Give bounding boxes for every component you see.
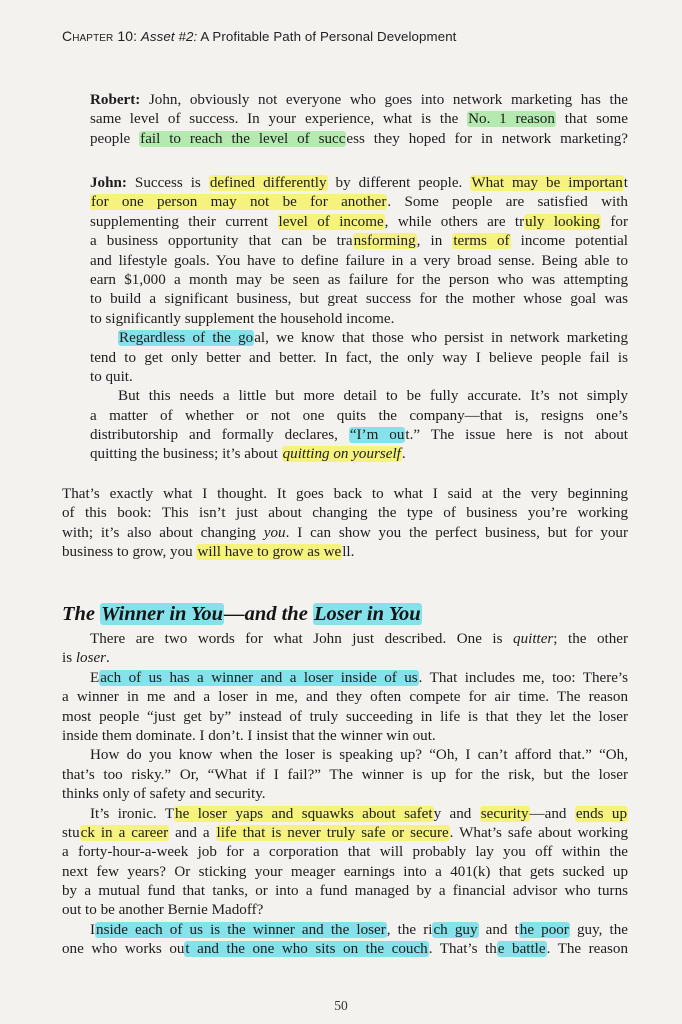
text-line: distributorship and formally declares, “I’m out.” The issue here is not about — [90, 427, 628, 444]
text-line: a forty-hour-a-week job for a corporation that will probably lay you off within the — [62, 844, 628, 861]
chapter-label: Chapter 10: — [62, 28, 138, 44]
highlight-yellow: uly looking — [525, 213, 600, 230]
text-line: is loser. — [62, 650, 110, 667]
text-line: most people “just get by” instead of truly succeeding in life is that they let the loser — [62, 708, 628, 725]
text-line: people fail to reach the level of success they hoped for in network marketing? — [90, 130, 628, 147]
highlight-blue: e battle — [497, 941, 546, 958]
text-line: to significantly supplement the household income. — [90, 310, 395, 327]
highlight-yellow: What may be importan — [471, 175, 623, 191]
text-line: a matter of whether or not one quits the company—that is, resigns one’s — [90, 407, 628, 424]
highlight-blue: Regardless of the go — [119, 330, 254, 347]
text-line: tend to get only better and better. In fact, the only way I believe people fail is — [90, 349, 628, 366]
speaker-label: John: — [90, 175, 127, 191]
highlight-yellow: he loser yaps and squawks about safet — [175, 805, 433, 822]
text-line: It’s ironic. The loser yaps and squawks about safety and security—and ends up — [90, 805, 628, 822]
robert-question — [90, 91, 628, 149]
text-line: and lifestyle goals. You have to define failure in a very broad sense. Being able to — [90, 252, 628, 269]
highlight-blue: Winner in You — [101, 603, 224, 625]
text-line: thinks only of safety and security. — [62, 786, 266, 803]
highlight-yellow: defined differently — [209, 175, 327, 191]
text-line: Each of us has a winner and a loser inside of us. That includes me, too: There’s — [90, 669, 629, 686]
running-header — [62, 28, 456, 44]
text-line: for one person may not be for another. Some people are satisfied with — [91, 194, 628, 211]
highlight-green: No. 1 reason — [468, 111, 555, 128]
text-line: of this book: This isn’t just about changing the type of business you’re working — [62, 505, 628, 522]
text-line: with; it’s also about changing you. I can show you the perfect business, but for your — [62, 524, 628, 541]
section-heading: The Winner in You—and the Loser in You — [62, 603, 421, 625]
speaker-label: Robert: — [90, 92, 141, 108]
text-line: supplementing their current level of income, while others are truly looking for — [90, 213, 628, 230]
text-line: stuck in a career and a life that is never truly safe or secure. What’s safe about working — [62, 824, 628, 841]
text-line: But this needs a little but more detail to be fully accurate. It’s not simply — [118, 388, 628, 405]
highlight-blue: ach of us has a winner and a loser inside of us — [100, 669, 418, 686]
text-line: How do you know when the loser is speaking up? “Oh, I can’t afford that.” “Oh, — [90, 747, 628, 764]
narrator-paragraph — [62, 485, 628, 563]
text-line: same level of success. In your experience, what is the No. 1 reason that some — [90, 111, 628, 128]
text-line: earn $1,000 a month may be seen as failure for the person who was attempting — [90, 271, 628, 288]
highlight-blue: nside each of us is the winner and the loser — [96, 921, 386, 938]
text-line: There are two words for what John just described. One is quitter; the other — [90, 631, 628, 647]
highlight-green: fail to reach the level of succ — [140, 130, 346, 147]
text-line: Inside each of us is the winner and the loser, the rich guy and the poor guy, the — [90, 921, 628, 938]
highlight-blue: he poor — [519, 921, 569, 938]
highlight-yellow: terms of — [453, 233, 510, 250]
text-line: That’s exactly what I thought. It goes back to what I said at the very beginning — [62, 486, 628, 502]
asset-label: Asset #2: — [140, 29, 198, 44]
text-line: a winner in me and a loser in me, and they often compete for air time. The reason — [62, 689, 628, 706]
highlight-blue: ch guy — [433, 921, 478, 938]
john-answer — [90, 174, 628, 465]
highlight-yellow: ends up — [575, 805, 628, 822]
text-line: a business opportunity that can be transforming, in terms of income potential — [90, 233, 628, 250]
highlight-blue: Loser in You — [313, 603, 421, 625]
text-line: John: Success is defined differently by different people. What may be important — [90, 175, 628, 191]
text-line: by a mutual fund that tanks, or into a fund managed by a financial advisor who turns — [62, 883, 628, 900]
highlight-blue: “I’m ou — [349, 427, 405, 444]
highlight-blue: t and the one who sits on the couch — [185, 941, 428, 958]
highlight-yellow: quitting on yourself — [282, 446, 401, 463]
text-line: business to grow, you will have to grow as well. — [62, 544, 355, 561]
highlight-yellow: level of income — [278, 213, 384, 230]
highlight-yellow: ck in a career — [80, 824, 169, 841]
text-line: inside them dominate. I don’t. I insist that the winner win out. — [62, 727, 436, 744]
highlight-yellow: life that is never truly safe or secure — [216, 824, 449, 841]
text-line: Regardless of the goal, we know that those who persist in network marketing — [119, 330, 629, 347]
text-line: that’s too risky.” Or, “What if I fail?” The winner is up for the risk, but the loser — [62, 766, 628, 783]
text-line: quitting the business; it’s about quitting on yourself. — [90, 446, 406, 463]
page-number: 50 — [334, 998, 348, 1013]
text-line: next few years? Or sticking your meager earnings into a 401(k) that gets sucked up — [62, 863, 628, 880]
text-line: to quit. — [90, 368, 133, 385]
highlight-yellow: will have to grow as we — [197, 544, 342, 561]
section-body — [62, 630, 628, 960]
chapter-title: A Profitable Path of Personal Development — [200, 29, 457, 44]
text-line: out to be another Bernie Madoff? — [62, 902, 264, 919]
highlight-yellow: security — [480, 805, 529, 822]
highlight-yellow: for one person may not be for another — [91, 194, 387, 211]
highlight-yellow: nsforming — [353, 233, 416, 250]
text-line: to build a significant business, but great success for the mother whose goal was — [90, 291, 628, 308]
text-line: Robert: John, obviously not everyone who goes into network marketing has the — [90, 92, 628, 108]
text-line: one who works out and the one who sits on the couch. That’s the battle. The reason — [62, 941, 629, 958]
